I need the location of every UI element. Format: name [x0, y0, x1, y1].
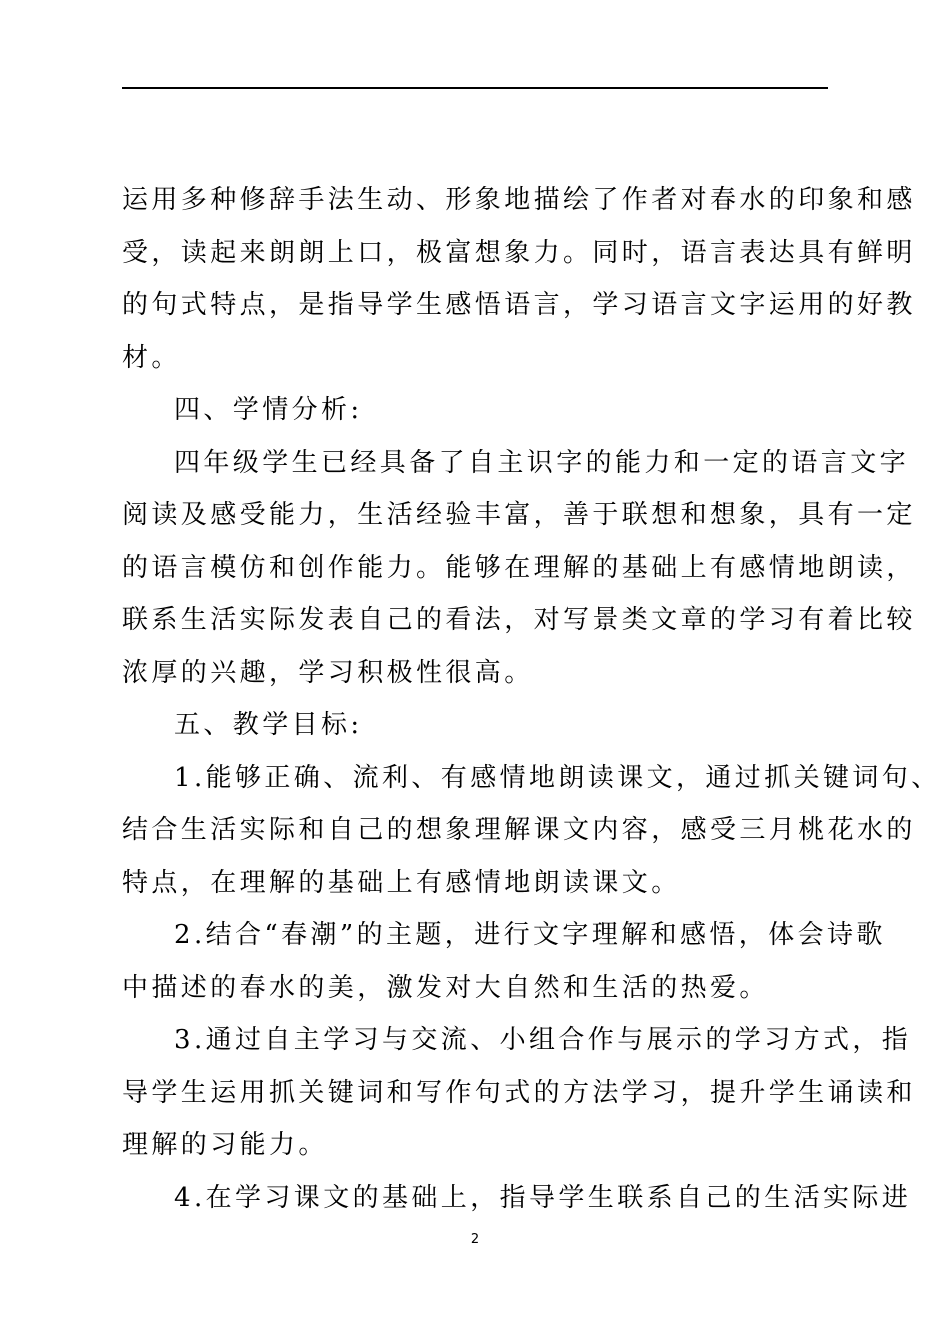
list-item-line: 4.在学习课文的基础上，指导学生联系自己的生活实际进	[174, 1182, 912, 1213]
list-item-line: 理解的习能力。	[122, 1130, 328, 1160]
document-body	[122, 174, 941, 1224]
body-line: 材。	[122, 342, 181, 373]
list-item-line: 3.通过自主学习与交流、小组合作与展示的学习方式，指	[174, 1025, 912, 1055]
body-line: 阅读及感受能力，生活经验丰富，善于联想和想象，具有一定	[122, 500, 916, 530]
body-line: 的句式特点，是指导学生感悟语言，学习语言文字运用的好教	[122, 290, 916, 320]
body-line: 浓厚的兴趣，学习积极性很高。	[122, 657, 534, 688]
page-number: 2	[470, 1232, 480, 1247]
list-item-line: 中描述的春水的美，激发对大自然和生活的热爱。	[122, 972, 769, 1003]
list-item-line: 结合生活实际和自己的想象理解课文内容，感受三月桃花水的	[122, 815, 916, 845]
body-line: 受，读起来朗朗上口，极富想象力。同时，语言表达具有鲜明	[122, 237, 916, 268]
list-item-line: 特点，在理解的基础上有感情地朗读课文。	[122, 867, 681, 898]
section-heading: 五、教学目标:	[174, 710, 363, 740]
header-rule	[122, 87, 828, 89]
section-heading: 四、学情分析:	[174, 395, 363, 425]
body-line: 四年级学生已经具备了自主识字的能力和一定的语言文字	[174, 447, 910, 478]
list-item-line: 2.结合“春潮”的主题，进行文字理解和感悟，体会诗歌	[174, 920, 886, 950]
list-item-line: 1.能够正确、流利、有感情地朗读课文，通过抓关键词句、	[174, 762, 941, 793]
body-line: 运用多种修辞手法生动、形象地描绘了作者对春水的印象和感	[122, 185, 916, 215]
body-line: 的语言模仿和创作能力。能够在理解的基础上有感情地朗读，	[122, 552, 916, 583]
body-line: 联系生活实际发表自己的看法，对写景类文章的学习有着比较	[122, 605, 916, 635]
list-item-line: 导学生运用抓关键词和写作句式的方法学习，提升学生诵读和	[122, 1077, 916, 1108]
